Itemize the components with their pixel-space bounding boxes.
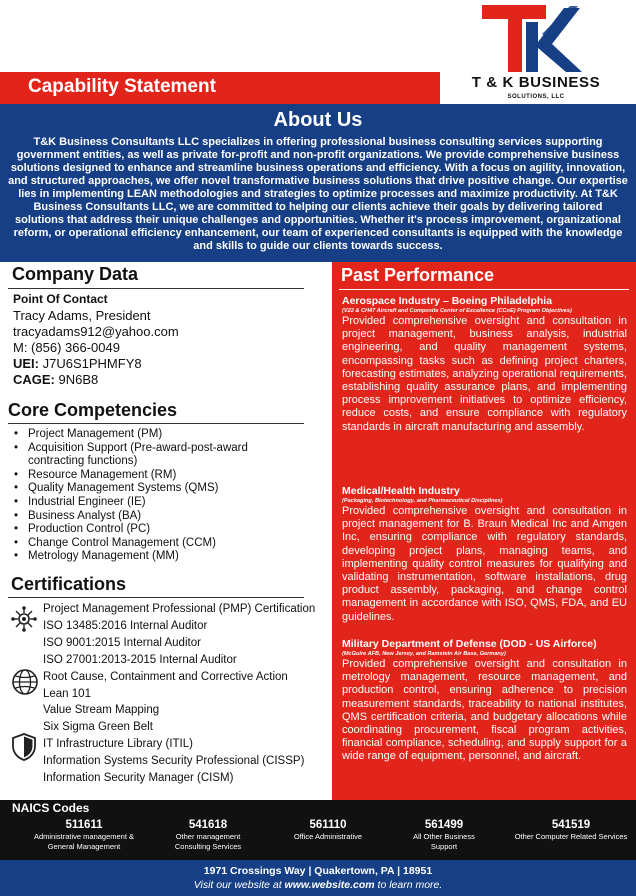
- uei-row: [13, 356, 142, 372]
- entry-text: Provided comprehensive oversight and consultation in project management for B. Braun Medical Inc and Amgen Inc, ensuring compliance with regulatory standards, developing project plans, managing teams, and implementing quality control measures for qualifying and validating instrumentation, software installations, drug product assembly, packaging, and change control management in accordance with ISO, QMS, FDA, and EU guidelines.: [342, 505, 627, 623]
- list-item: • Production Control (PC): [12, 523, 322, 537]
- cage-row: [13, 372, 98, 388]
- performance-entry-aerospace: [342, 295, 627, 434]
- list-item: • Metrology Management (MM): [12, 550, 322, 564]
- certification-list: [43, 601, 333, 787]
- gear-network-icon: [10, 605, 38, 633]
- competency-list: [12, 428, 322, 564]
- past-performance-section: [332, 262, 636, 800]
- about-text: T&K Business Consultants LLC specializes in offering professional business consulting services supporting government entities, as well as private for-profit and non-profit organizations. We provide comprehensive business solutions designed to enhance and streamline business operations and efficiency. With a focus on agility, innovation, and structured approaches, we offer novel transformative business solutions that drive positive change. Our expertise lies in implementing LEAN methodologies and strategies to optimize processes and maximize productivity. At T&K Business Consultants LLC, we are committed to helping our clients achieve their goals by delivering tailored solutions that address their unique challenges and opportunities. Whether it's process improvement, organizational reform, or operational efficiency enhancement, our team of experienced consultants is equipped with the knowledge and skills to guide our clients towards success.: [8, 136, 628, 252]
- certifications-title: Certifications: [11, 574, 127, 594]
- naics-code: 561499: [424, 819, 464, 831]
- cage-label: CAGE:: [13, 372, 55, 387]
- about-section: [0, 104, 636, 262]
- entry-subheading: (McGuire AFB, New Jersey, and Ramstein Air Base, Germany): [342, 651, 506, 657]
- contact-email[interactable]: tracyadams912@yahoo.com: [13, 324, 179, 339]
- entry-heading: Aerospace Industry – Boeing Philadelphia: [342, 295, 553, 307]
- poc-label: Point Of Contact: [13, 292, 108, 306]
- performance-entry-military: [342, 638, 627, 764]
- company-logo: [456, 0, 626, 104]
- divider: [8, 423, 304, 424]
- list-item: Information Systems Security Professional (CISSP): [43, 755, 305, 768]
- list-item: ISO 13485:2016 Internal Auditor: [43, 619, 208, 632]
- logo-subtitle: SOLUTIONS, LLC: [507, 94, 565, 100]
- shield-icon: [12, 733, 36, 761]
- divider: [8, 597, 304, 598]
- website-link[interactable]: www.website.com: [284, 879, 375, 891]
- divider: [8, 288, 304, 289]
- uei-value: J7U6S1PHMFY8: [39, 356, 142, 371]
- entry-text: Provided comprehensive oversight and consultation in project management, business analysis, industrial engineering, and quality management systems, encompassing tasks such as defining project charters, forecasting estimates, analyzing operational requirements, establishing quality assurance plans, and implementing process improvement initiatives to optimize efficiency, reduce costs, and ensure compliance with regulatory standards in aircraft manufacturing and assembly.: [342, 315, 627, 433]
- uei-label: UEI:: [13, 356, 39, 371]
- visit-prefix: Visit our website at: [193, 879, 285, 891]
- cage-value: 9N6B8: [54, 372, 99, 387]
- list-item: • Change Control Management (CCM): [12, 537, 322, 551]
- globe-icon: [11, 668, 39, 696]
- logo-company-name: T & K BUSINESS: [471, 74, 601, 91]
- naics-desc: Office Administrative: [293, 832, 363, 841]
- footer-address: 1971 Crossings Way | Quakertown, PA | 18951: [203, 865, 433, 877]
- naics-item: [24, 818, 144, 852]
- about-title: About Us: [273, 109, 363, 131]
- performance-entry-medical: [342, 485, 627, 624]
- capability-title: Capability Statement: [28, 76, 216, 97]
- entry-heading: Military Department of Defense (DOD - US Airforce): [342, 638, 597, 650]
- list-item: • Business Analyst (BA): [12, 510, 322, 524]
- naics-title: NAICS Codes: [12, 801, 90, 815]
- company-data-title: Company Data: [12, 264, 139, 284]
- naics-item: [511, 818, 631, 842]
- contact-phone: M: (856) 366-0049: [13, 340, 120, 355]
- list-item: ISO 9001:2015 Internal Auditor: [43, 636, 201, 649]
- list-item: Six Sigma Green Belt: [43, 721, 153, 734]
- naics-item: [148, 818, 268, 852]
- visit-suffix: to learn more.: [374, 879, 443, 891]
- list-item: Project Management Professional (PMP) Certification: [43, 603, 316, 615]
- left-column: [0, 262, 332, 800]
- list-item: • Project Management (PM): [12, 428, 322, 442]
- naics-code: 561110: [309, 819, 347, 831]
- list-item: Value Stream Mapping: [43, 704, 160, 717]
- naics-section: [0, 800, 636, 860]
- list-item: • Resource Management (RM): [12, 469, 322, 483]
- core-competencies-title: Core Competencies: [8, 400, 178, 420]
- naics-desc: Administrative management & General Management: [33, 832, 135, 851]
- entry-heading: Medical/Health Industry: [342, 485, 460, 497]
- list-item: Lean 101: [43, 687, 91, 700]
- naics-code: 511611: [65, 819, 103, 831]
- footer: [0, 860, 636, 896]
- list-item: • Industrial Engineer (IE): [12, 496, 322, 510]
- naics-desc: All Other Business Support: [413, 832, 475, 851]
- footer-visit: [0, 879, 636, 891]
- naics-desc: Other management Consulting Services: [174, 832, 242, 851]
- divider: [339, 289, 629, 290]
- list-item: Information Security Manager (CISM): [43, 772, 234, 785]
- list-item: • Acquisition Support (Pre-award-post-award contracting functions): [12, 442, 262, 469]
- past-performance-title: Past Performance: [341, 265, 495, 285]
- header: [0, 0, 636, 104]
- list-item: Root Cause, Containment and Corrective Action: [43, 670, 288, 683]
- entry-subheading: (V22 & CH47 Aircraft and Composite Center of Excellence (CCoE) Program Objectives): [342, 308, 572, 314]
- entry-subheading: (Packaging, Biotechnology, and Pharmaceutical Disciplines): [342, 498, 503, 504]
- naics-item: [384, 818, 504, 852]
- naics-code: 541618: [188, 819, 228, 831]
- list-item: ISO 27001:2013-2015 Internal Auditor: [43, 653, 237, 666]
- naics-code: 541519: [551, 819, 591, 831]
- list-item: IT Infrastructure Library (ITIL): [43, 738, 193, 751]
- naics-desc: Other Computer Related Services: [514, 832, 628, 841]
- naics-item: [268, 818, 388, 842]
- contact-name: Tracy Adams, President: [13, 308, 151, 323]
- tk-logo-mark-icon: [480, 2, 598, 74]
- list-item: • Quality Management Systems (QMS): [12, 482, 322, 496]
- entry-text: Provided comprehensive oversight and consultation in metrology management, resource management, and production control, ensuring adherence to precision measurement standards, traceability to national institutes, QMS certification criteria, and budgetary allocations while coordinating procurement, fiscal program activities, financial compliance, scheduling, and supply support for a wide range of equipment, personnel, and aircraft.: [342, 658, 627, 763]
